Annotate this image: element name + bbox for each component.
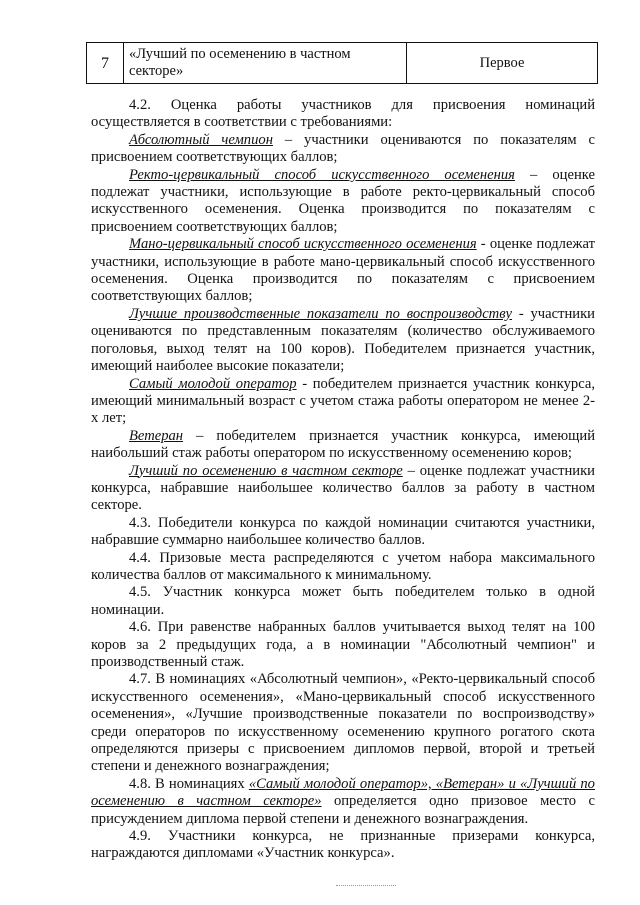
criterion-youngest-operator bbox=[91, 376, 595, 428]
footer-mark bbox=[336, 885, 396, 886]
paragraph-text: 4.7. В номинациях «Абсолютный чемпион», «Ректо-цервикальный способ искусственного осеменения», «Мано-цервикальный способ искусственного осеменения», «Лучшие производственные показатели по воспроизводству» среди операторов по искусственному осеменению крупного рогатого скота определяются призеры с присвоением дипломов первой, второй и третьей степени и денежного вознаграждения; bbox=[91, 671, 595, 775]
nomination-table bbox=[86, 42, 598, 84]
criterion-text: - оценке подлежат участники, использующие в работе мано-цервикальный способ искусственного осеменения. Оценка производится по показателям с присвоением соответствующих баллов; bbox=[91, 236, 595, 305]
paragraph-text: 4.9. Участники конкурса, не признанные призерами конкурса, награждаются дипломами «Участник конкурса». bbox=[91, 828, 595, 862]
criterion-best-reproduction bbox=[91, 306, 595, 376]
paragraph-text: определяется одно призовое место с присуждением диплома первой степени и денежного вознаграждения. bbox=[91, 793, 596, 827]
paragraph-text: 4.3. Победители конкурса по каждой номинации считаются участники, набравшие суммарно наибольшее количество баллов. bbox=[91, 514, 595, 549]
row-number: 7 bbox=[87, 43, 124, 84]
criterion-title: Лучшие производственные показатели по воспроизводству bbox=[129, 305, 513, 322]
criterion-absolute-champion bbox=[91, 132, 595, 167]
criterion-title: Самый молодой оператор bbox=[129, 375, 297, 392]
criterion-text: – оценке подлежат участники конкурса, набравшие наибольшее количество баллов за работу в частном секторе. bbox=[91, 462, 595, 514]
paragraph-4-9 bbox=[91, 828, 595, 863]
criterion-text: – победителем признается участник конкурса, имеющий наибольший стаж работы оператором по искусственному осеменению коров; bbox=[91, 427, 595, 462]
paragraph-lead: 4.8. В номинациях bbox=[129, 775, 249, 792]
criterion-text: – оценке подлежат участники, использующие в работе ректо-цервикальный способ искусственного осеменения. Оценка производится по показателям с присвоением соответствующих баллов; bbox=[91, 166, 595, 235]
document-body bbox=[91, 97, 595, 863]
criterion-recto-cervical bbox=[91, 167, 595, 237]
criterion-mano-cervical bbox=[91, 236, 595, 306]
paragraph-4-5 bbox=[91, 584, 595, 619]
paragraph-emphasis: «Самый молодой оператор», «Ветеран» и «Лучший по осеменению в частном секторе» bbox=[91, 775, 595, 810]
paragraph-4-6 bbox=[91, 619, 595, 671]
paragraph-4-4 bbox=[91, 550, 595, 585]
criterion-text: - победителем признается участник конкурса, имеющий минимальный возраст с учетом стажа работы оператором не менее 2- х лет; bbox=[91, 375, 595, 427]
criterion-text: – участники оцениваются по показателям с присвоением соответствующих баллов; bbox=[91, 131, 596, 166]
paragraph-4-2 bbox=[91, 97, 595, 132]
paragraph-text: 4.6. При равенстве набранных баллов учитывается выход телят на 100 коров за 2 предыдущих года, а в номинации "Абсолютный чемпион" и производственный стаж. bbox=[91, 619, 595, 670]
criterion-private-sector bbox=[91, 463, 595, 515]
criterion-title: Ветеран bbox=[129, 427, 184, 444]
table-row bbox=[87, 43, 598, 84]
paragraph-4-3 bbox=[91, 515, 595, 550]
criterion-title: Лучший по осеменению в частном секторе bbox=[129, 462, 403, 479]
prize-place: Первое bbox=[407, 43, 598, 84]
criterion-title: Ректо-цервикальный способ искусственного осеменения bbox=[129, 166, 515, 183]
criterion-title: Мано-цервикальный способ искусственного осеменения bbox=[129, 236, 477, 253]
paragraph-4-7 bbox=[91, 671, 595, 775]
criterion-text: - участники оцениваются по представленным показателям (количество обслуживаемого поголовья, выход телят на 100 коров). Победителем признается участник, имеющий наиболее высокие показатели; bbox=[91, 305, 595, 375]
paragraph-text: 4.4. Призовые места распределяются с учетом набора максимального количества баллов от максимального к минимальному. bbox=[91, 549, 595, 583]
criterion-title: Абсолютный чемпион bbox=[129, 131, 273, 148]
nomination-name: «Лучший по осеменению в частном секторе» bbox=[124, 43, 407, 84]
criterion-veteran bbox=[91, 428, 595, 463]
paragraph-4-8 bbox=[91, 776, 595, 828]
paragraph-text: 4.5. Участник конкурса может быть победителем только в одной номинации. bbox=[91, 584, 595, 618]
paragraph-text: 4.2. Оценка работы участников для присвоения номинаций осуществляется в соответствии с требованиями: bbox=[91, 97, 595, 131]
